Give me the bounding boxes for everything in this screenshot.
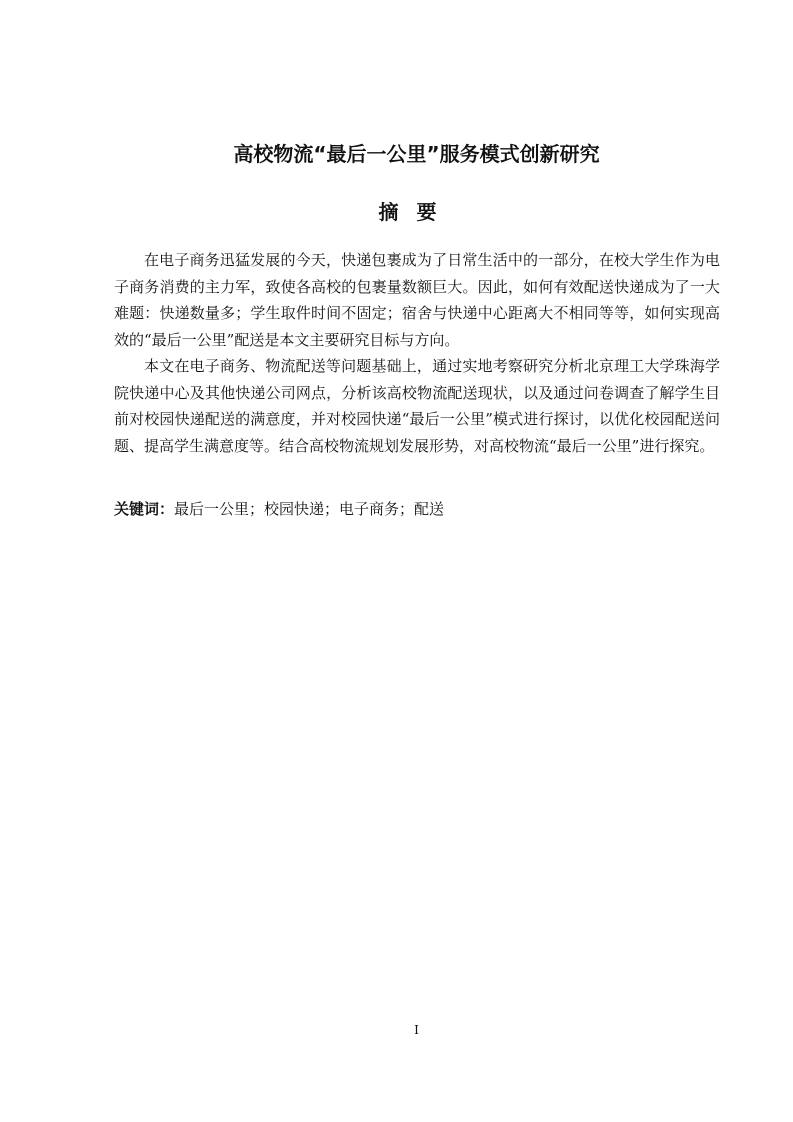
abstract-paragraph-2: 本文在电子商务、物流配送等问题基础上，通过实地考察研究分析北京理工大学珠海学院快递中心及其他快递公司网点，分析该高校物流配送现状，以及通过问卷调查了解学生目前对校园快递配送的满意度，并对校园快递“最后一公里”模式进行探讨，以优化校园配送问题、提高学生满意度等。结合高校物流规划发展形势，对高校物流“最后一公里”进行探究。 (114, 357, 720, 455)
keywords-line (114, 496, 720, 522)
page-number: I (414, 1023, 419, 1037)
abstract-body (114, 247, 720, 459)
keywords-label: 关键词： (114, 500, 175, 518)
abstract-heading: 摘要 (378, 200, 455, 224)
keywords-text: 最后一公里；校园快递；电子商务；配送 (174, 500, 445, 518)
document-title: 高校物流“最后一公里”服务模式创新研究 (233, 142, 600, 166)
abstract-paragraph-1: 在电子商务迅猛发展的今天，快递包裹成为了日常生活中的一部分，在校大学生作为电子商务消费的主力军，致使各高校的包裹量数额巨大。因此，如何有效配送快递成为了一大难题：快递数量多；学生取件时间不固定；宿舍与快递中心距离大不相同等等，如何实现高效的“最后一公里”配送是本文主要研究目标与方向。 (114, 251, 720, 349)
